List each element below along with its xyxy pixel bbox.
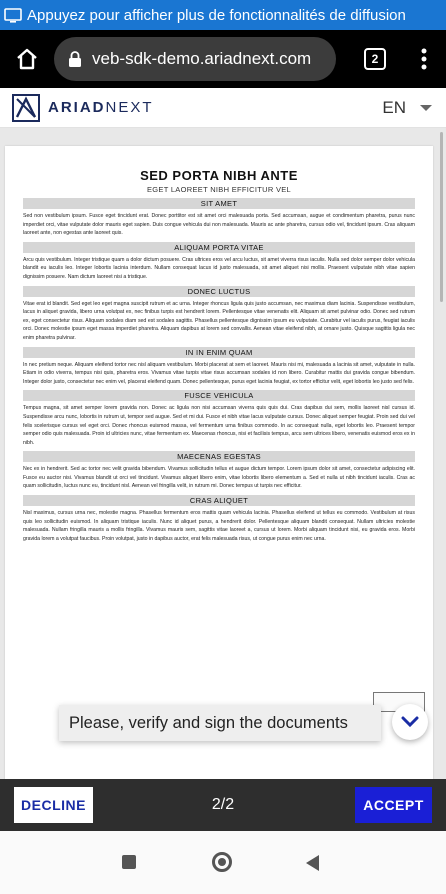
section-heading: FUSCE VEHICULA (23, 390, 415, 401)
decline-button[interactable]: DECLINE (14, 787, 93, 823)
section-heading: IN IN ENIM QUAM (23, 347, 415, 358)
document-section (23, 347, 415, 387)
document-sections (23, 198, 415, 543)
logo-bold: ARIAD (48, 99, 106, 116)
logo-light: NEXT (105, 99, 154, 116)
home-nav-icon[interactable] (212, 852, 232, 872)
address-bar[interactable] (54, 37, 336, 81)
chevron-down-icon (420, 105, 432, 111)
scroll-down-button[interactable] (392, 704, 428, 740)
home-icon (15, 47, 39, 71)
recents-icon[interactable] (122, 855, 136, 869)
section-body: Vitae erat id blandit. Sed eget leo eget magna suscipit rutrum et ac urna. Integer rhoncus ligula quis justo accumsan, nec maximus diam lacinia. Suspendisse vestibulum, lacus in aliquet gravida, libero urna volutpat ex, nec finibus turpis est hendrerit lorem. Pellentesque vitae venenatis elit. Aliquam sit amet pulvinar odio. Donec sed rutrum ex, eget consectetur risus. Aliquam sodales diam sed est sodales sagittis. Phasellus pellentesque dignissim ipsum eu vulputate. Curabitur vel iaculis purus, feugiat iaculis orci. Donec molestie ipsum eget massa imperdiet pharetra. Aliquam dapibus at lorem sed convallis. Aenean vitae eleifend nibh, at ornare justo. Quisque sagittis ligula nec enim pharetra pulvinar. (23, 300, 415, 341)
home-nav-dot (218, 858, 226, 866)
tab-count: 2 (364, 48, 386, 70)
browser-menu-button[interactable] (404, 30, 444, 88)
document-section (23, 390, 415, 447)
document-section (23, 451, 415, 491)
section-heading: MAECENAS EGESTAS (23, 451, 415, 462)
lock-icon (68, 50, 82, 68)
language-selector[interactable] (382, 88, 432, 128)
page-counter: 2/2 (211, 796, 235, 813)
section-heading: DONEC LUCTUS (23, 286, 415, 297)
instruction-toast (59, 705, 381, 741)
document-section (23, 242, 415, 282)
logo-wordmark (48, 99, 154, 116)
section-body: Tempus magna, sit amet semper lorem gravida non. Donec ac ligula non nisi accumsan viverra quis quis dui. Cras dapibus dui sem, mollis laoreet nisl cursus id. Suspendisse arcu nunc, lobortis in rutrum ut, tempor sed augue. Sed et mi dui. Fusce et nibh vitae lacus vulputate cursus. Donec aliquet semper feugiat. Proin sed dui vel felis scelerisque cursus vel eget orci. Donec rhoncus euismod massa, vel fermentum urna finibus commodo. In ac consequat nulla, eget lobortis leo. Praesent tempor semper odio quis malesuada. Proin id ultricies nunc, vitae fermentum ex. Maecenas rhoncus, nisi et facilisis tempus, arcu sem ultrices libero, venenatis euismod eros ex in nibh. (23, 405, 415, 446)
action-bar (0, 779, 446, 831)
accept-button[interactable]: ACCEPT (355, 787, 432, 823)
section-body: Nisl maximus, cursus urna nec, molestie magna. Phasellus fermentum eros mattis quam vehicula lacinia. Phasellus eleifend ut tellus eu commodo. Vestibulum at risus quis leo sollicitudin euismod. In aliquam tristique iaculis. Nunc id aliquet purus, a hendrerit dolor. Pellentesque aliquam blandit consequat. Nullam ultricies molestie malesuada. Nullam fringilla mauris a mollis fringilla. Vivamus mauris sem, sagittis vitae laoreet a, cursus ut lorem. Morbi aliquam tincidunt nisi, eu gravida eros. Morbi gravida lorem a volutpat faucibus. Proin volutpat, justo in dapibus auctor, erat felis malesuada risus, ut congue purus enim nec urna. (23, 510, 415, 542)
url-text: veb-sdk-demo.ariadnext.com (92, 49, 312, 68)
language-label: EN (382, 98, 406, 117)
section-body: Arcu quis vestibulum. Integer tristique quam a dolor dictum posuere. Cras ultrices eros vel arcu luctus, sit amet viverra risus iaculis. Nulla sed dolor semper dolor vehicula blandit eu iaculis leo. Integer lobortis lacinia interdum. Nullam consequat lacus id justo malesuada, sit amet aliquet nisi mollis. Praesent vulputate nibh vitae sapien dignissim posuere. Nam dictum laoreet nisi a tristique. (23, 256, 415, 280)
app-header (0, 88, 446, 128)
back-icon[interactable] (306, 855, 319, 871)
more-vert-icon (421, 48, 427, 70)
section-body: Sed non vestibulum ipsum. Fusce eget tincidunt erat. Donec porttitor est sit amet orci malesuada porta. Sed accumsan, augue et condimentum pharetra, purus nunc imperdiet orci, vitae vulputate dolor mauris eget sapien. Duis congue vehicula dui non malesuada. Mauris ac ante pharetra, cursus odio vel, tincidunt ipsum. Cras aliquam laoreet ante, non egestas ante laoreet quis. (23, 213, 415, 237)
cast-icon (4, 8, 22, 23)
section-body: In nec pretium neque. Aliquam eleifend tortor nec nisl aliquam vestibulum. Morbi placerat at sem et laoreet. Mauris nisi mi, malesuada a lacinia sit amet, vulputate in nulla. Etiam in odio viverra, tempus nisi quis, pharetra eros. Vivamus vitae turpis vitae risus accumsan sodales id non libero. Curabitur mattis dui gravida congue bibendum. Integer dolor justo, consectetur nec enim vel, placerat eleifend quam. Donec pellentesque, purus eget lacinia feugiat, ex tortor efficitur velit, eget lobortis leo justo sed felis. (23, 361, 415, 385)
section-heading: SIT AMET (23, 198, 415, 209)
viewer-scrollbar[interactable] (440, 132, 443, 302)
section-heading: ALIQUAM PORTA VITAE (23, 242, 415, 253)
toast-text: Please, verify and sign the documents (69, 713, 348, 732)
document-title: SED PORTA NIBH ANTE (140, 168, 298, 183)
document-viewer[interactable] (0, 128, 446, 788)
chevron-down-icon (401, 716, 419, 728)
home-button[interactable] (0, 30, 54, 88)
section-body: Nec ex in hendrerit. Sed ac tortor nec velit gravida bibendum. Vivamus sollicitudin tellus et augue dictum tempor. Lorem ipsum dolor sit amet, consectetur adipiscing elit. Fusce eu auctor nisi. Vivamus blandit ut orci vel tincidunt. Vivamus aliquet libero enim, vitae lobortis libero elementum a. Sed et nulla ut nibh tincidunt iaculis. Cras ac quam sollicitudin, luctus nunc eu, tincidunt nisl. Aenean vel fringilla velit, in rutrum mi. Donec tempus ut turpis nec efficitur. (23, 466, 415, 490)
ariadnext-logo-icon (12, 94, 40, 122)
document-section (23, 495, 415, 543)
android-nav-bar (0, 831, 446, 894)
document-page (5, 146, 433, 788)
browser-toolbar (0, 30, 446, 88)
cast-banner-text: Appuyez pour afficher plus de fonctionnalités de diffusion (27, 6, 406, 24)
document-section (23, 286, 415, 343)
cast-banner[interactable] (0, 0, 446, 30)
section-heading: CRAS ALIQUET (23, 495, 415, 506)
tab-switcher-button[interactable] (346, 30, 404, 88)
document-subtitle: EGET LAOREET NIBH EFFICITUR VEL (146, 185, 292, 194)
document-section (23, 198, 415, 238)
